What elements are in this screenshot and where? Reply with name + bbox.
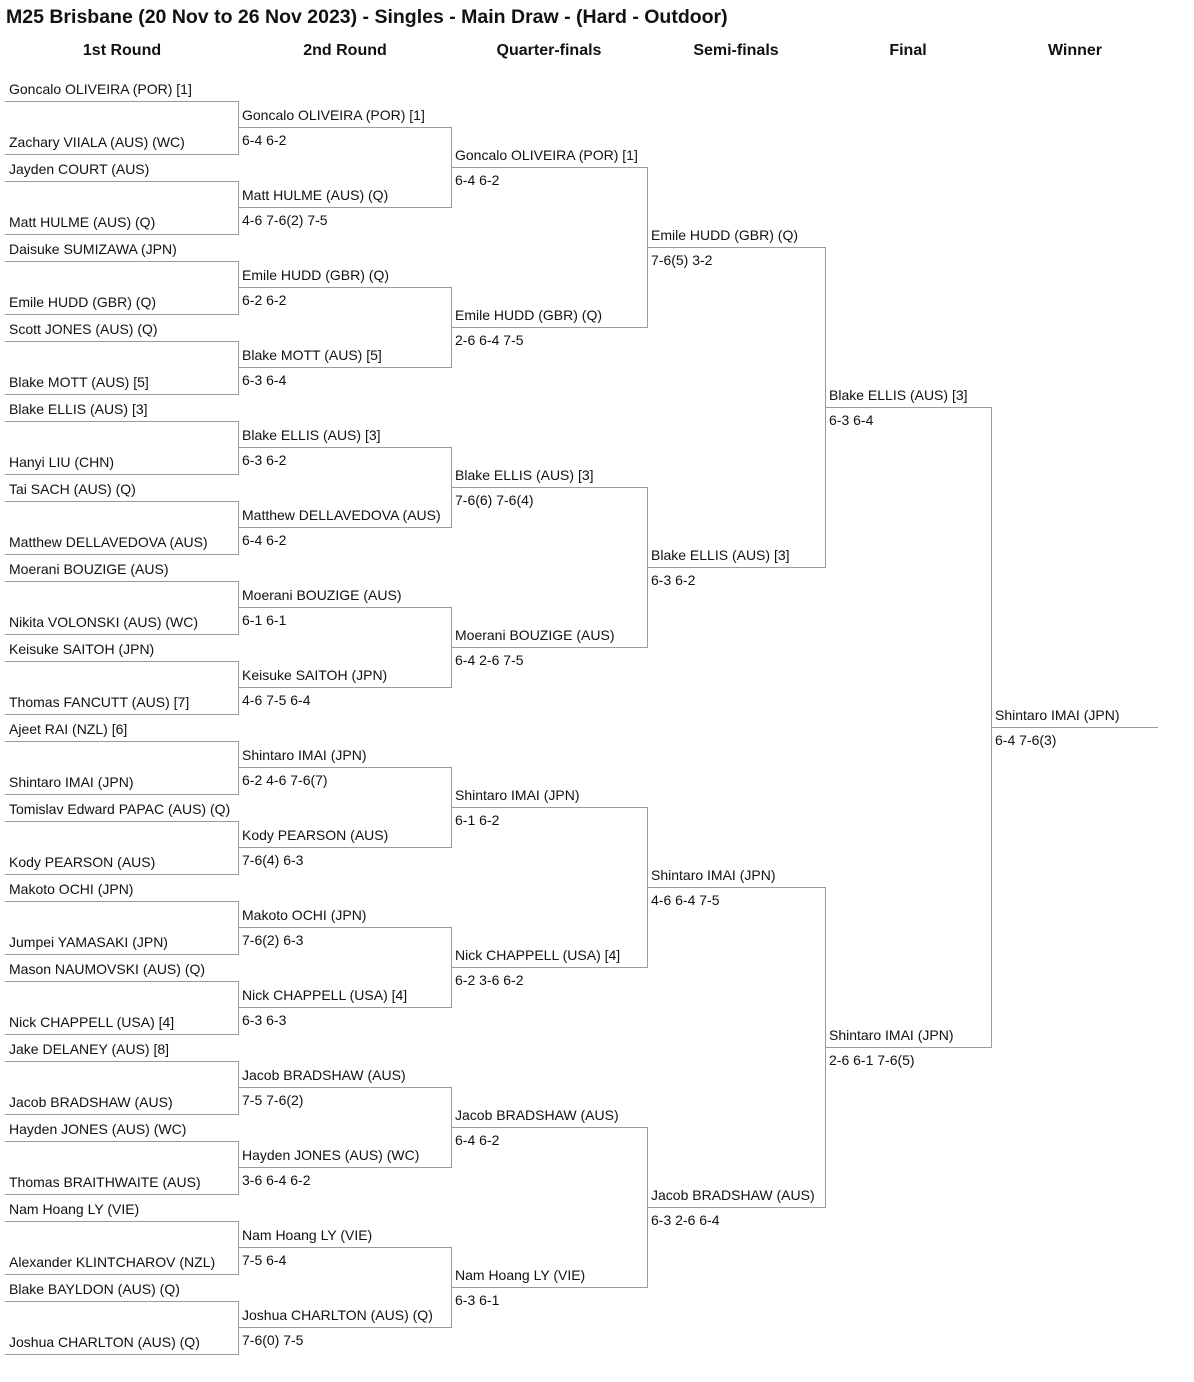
player-name: Jake DELANEY (AUS) [8] xyxy=(9,1041,170,1057)
player-name: Emile HUDD (GBR) (Q) xyxy=(455,307,602,323)
bracket-connector xyxy=(238,661,239,715)
player-name: Hanyi LIU (CHN) xyxy=(9,454,115,470)
player-name: Shintaro IMAI (JPN) xyxy=(9,774,134,790)
player-name: Goncalo OLIVEIRA (POR) [1] xyxy=(9,81,192,97)
bracket-line xyxy=(238,767,451,768)
bracket-line xyxy=(451,967,647,968)
bracket-line xyxy=(451,1287,647,1288)
player-name: Alexander KLINTCHAROV (NZL) xyxy=(9,1254,216,1270)
bracket-line xyxy=(238,1087,451,1088)
bracket-line xyxy=(5,874,238,875)
player-name: Hayden JONES (AUS) (WC) xyxy=(242,1147,420,1163)
player-name: Jumpei YAMASAKI (JPN) xyxy=(9,934,168,950)
player-name: Makoto OCHI (JPN) xyxy=(9,881,134,897)
player-name: Shintaro IMAI (JPN) xyxy=(455,787,580,803)
match-score: 6-3 6-4 xyxy=(829,412,874,428)
bracket-line xyxy=(238,1247,451,1248)
player-name: Shintaro IMAI (JPN) xyxy=(242,747,367,763)
round-header-5: Final xyxy=(889,42,927,59)
bracket-connector xyxy=(238,821,239,875)
bracket-line xyxy=(451,487,647,488)
bracket-line xyxy=(647,567,825,568)
match-score: 6-4 2-6 7-5 xyxy=(455,652,524,668)
player-name: Thomas BRAITHWAITE (AUS) xyxy=(9,1174,201,1190)
match-score: 4-6 7-6(2) 7-5 xyxy=(242,212,328,228)
player-name: Ajeet RAI (NZL) [6] xyxy=(9,721,128,737)
bracket-connector xyxy=(238,1301,239,1355)
player-name: Nam Hoang LY (VIE) xyxy=(242,1227,373,1243)
player-name: Kody PEARSON (AUS) xyxy=(242,827,389,843)
bracket-connector xyxy=(238,581,239,635)
bracket-line xyxy=(238,1327,451,1328)
bracket-line xyxy=(5,1221,238,1222)
player-name: Nikita VOLONSKI (AUS) (WC) xyxy=(9,614,199,630)
player-name: Zachary VIIALA (AUS) (WC) xyxy=(9,134,185,150)
bracket-line xyxy=(5,981,238,982)
bracket-line xyxy=(5,954,238,955)
player-name: Nick CHAPPELL (USA) [4] xyxy=(9,1014,175,1030)
player-name: Blake MOTT (AUS) [5] xyxy=(242,347,382,363)
bracket-line xyxy=(991,727,1158,728)
bracket-connector xyxy=(238,1141,239,1195)
player-name: Moerani BOUZIGE (AUS) xyxy=(455,627,615,643)
bracket-line xyxy=(5,101,238,102)
bracket-connector xyxy=(238,341,239,395)
match-score: 6-4 6-2 xyxy=(455,172,500,188)
bracket-line xyxy=(825,407,991,408)
bracket-line xyxy=(5,1194,238,1195)
bracket-line xyxy=(5,1061,238,1062)
match-score: 6-3 2-6 6-4 xyxy=(651,1212,720,1228)
bracket-line xyxy=(451,327,647,328)
bracket-line xyxy=(825,1047,991,1048)
bracket-line xyxy=(5,234,238,235)
match-score: 3-6 6-4 6-2 xyxy=(242,1172,311,1188)
bracket-line xyxy=(238,1167,451,1168)
player-name: Jacob BRADSHAW (AUS) xyxy=(242,1067,406,1083)
player-name: Shintaro IMAI (JPN) xyxy=(829,1027,954,1043)
player-name: Goncalo OLIVEIRA (POR) [1] xyxy=(455,147,638,163)
match-score: 6-2 4-6 7-6(7) xyxy=(242,772,328,788)
player-name: Keisuke SAITOH (JPN) xyxy=(242,667,388,683)
match-score: 7-6(5) 3-2 xyxy=(651,252,713,268)
player-name: Blake MOTT (AUS) [5] xyxy=(9,374,149,390)
match-score: 6-2 3-6 6-2 xyxy=(455,972,524,988)
match-score: 6-3 6-4 xyxy=(242,372,287,388)
bracket-line xyxy=(238,847,451,848)
bracket-line xyxy=(5,394,238,395)
bracket-line xyxy=(238,127,451,128)
match-score: 7-6(0) 7-5 xyxy=(242,1332,304,1348)
match-score: 6-3 6-1 xyxy=(455,1292,500,1308)
bracket-line xyxy=(238,527,451,528)
player-name: Mason NAUMOVSKI (AUS) (Q) xyxy=(9,961,206,977)
bracket-line xyxy=(451,167,647,168)
player-name: Scott JONES (AUS) (Q) xyxy=(9,321,158,337)
player-name: Nam Hoang LY (VIE) xyxy=(455,1267,586,1283)
player-name: Nick CHAPPELL (USA) [4] xyxy=(455,947,621,963)
player-name: Blake ELLIS (AUS) [3] xyxy=(9,401,148,417)
bracket-connector xyxy=(238,741,239,795)
bracket-line xyxy=(238,367,451,368)
bracket-line xyxy=(5,314,238,315)
player-name: Emile HUDD (GBR) (Q) xyxy=(651,227,798,243)
round-header-6: Winner xyxy=(1047,42,1103,59)
bracket-line xyxy=(5,154,238,155)
bracket-line xyxy=(451,1127,647,1128)
match-score: 6-3 6-2 xyxy=(242,452,287,468)
match-score: 6-1 6-2 xyxy=(455,812,500,828)
player-name: Joshua CHARLTON (AUS) (Q) xyxy=(9,1334,200,1350)
round-header-1: 1st Round xyxy=(82,42,162,59)
match-score: 7-5 7-6(2) xyxy=(242,1092,304,1108)
bracket-line xyxy=(5,1114,238,1115)
player-name: Thomas FANCUTT (AUS) [7] xyxy=(9,694,190,710)
player-name: Jacob BRADSHAW (AUS) xyxy=(651,1187,815,1203)
bracket-line xyxy=(5,1141,238,1142)
bracket-line xyxy=(5,634,238,635)
match-score: 6-3 6-3 xyxy=(242,1012,287,1028)
player-name: Blake ELLIS (AUS) [3] xyxy=(651,547,790,563)
match-score: 4-6 6-4 7-5 xyxy=(651,892,720,908)
bracket-connector xyxy=(238,181,239,235)
page-title: M25 Brisbane (20 Nov to 26 Nov 2023) - Singles - Main Draw - (Hard - Outdoor) xyxy=(6,6,728,28)
bracket-line xyxy=(238,927,451,928)
player-name: Emile HUDD (GBR) (Q) xyxy=(242,267,389,283)
match-score: 7-6(4) 6-3 xyxy=(242,852,304,868)
match-score: 2-6 6-1 7-6(5) xyxy=(829,1052,915,1068)
player-name: Matt HULME (AUS) (Q) xyxy=(9,214,156,230)
bracket-connector xyxy=(238,1061,239,1115)
player-name: Makoto OCHI (JPN) xyxy=(242,907,367,923)
bracket-line xyxy=(5,581,238,582)
match-score: 7-5 6-4 xyxy=(242,1252,287,1268)
player-name: Nick CHAPPELL (USA) [4] xyxy=(242,987,408,1003)
bracket-line xyxy=(238,447,451,448)
player-name: Matthew DELLAVEDOVA (AUS) xyxy=(9,534,208,550)
bracket-connector xyxy=(238,101,239,155)
player-name: Hayden JONES (AUS) (WC) xyxy=(9,1121,187,1137)
player-name: Emile HUDD (GBR) (Q) xyxy=(9,294,156,310)
match-score: 6-2 6-2 xyxy=(242,292,287,308)
bracket-line xyxy=(5,1354,238,1355)
player-name: Blake ELLIS (AUS) [3] xyxy=(829,387,968,403)
bracket-line xyxy=(5,501,238,502)
player-name: Moerani BOUZIGE (AUS) xyxy=(242,587,402,603)
bracket-line xyxy=(647,1207,825,1208)
bracket-connector xyxy=(238,981,239,1035)
bracket-line xyxy=(5,341,238,342)
player-name: Goncalo OLIVEIRA (POR) [1] xyxy=(242,107,425,123)
match-score: 6-4 6-2 xyxy=(242,132,287,148)
match-score: 6-4 7-6(3) xyxy=(995,732,1057,748)
bracket-line xyxy=(238,687,451,688)
bracket-line xyxy=(5,554,238,555)
bracket-line xyxy=(5,1274,238,1275)
bracket-line xyxy=(451,647,647,648)
player-name: Moerani BOUZIGE (AUS) xyxy=(9,561,169,577)
bracket-line xyxy=(5,1034,238,1035)
player-name: Daisuke SUMIZAWA (JPN) xyxy=(9,241,177,257)
player-name: Joshua CHARLTON (AUS) (Q) xyxy=(242,1307,433,1323)
round-header-2: 2nd Round xyxy=(303,42,387,59)
match-score: 4-6 7-5 6-4 xyxy=(242,692,311,708)
bracket-line xyxy=(238,1007,451,1008)
match-score: 7-6(6) 7-6(4) xyxy=(455,492,534,508)
round-header-3: Quarter-finals xyxy=(496,42,602,59)
player-name: Blake ELLIS (AUS) [3] xyxy=(455,467,594,483)
match-score: 7-6(2) 6-3 xyxy=(242,932,304,948)
round-header-4: Semi-finals xyxy=(693,42,779,59)
bracket-line xyxy=(5,901,238,902)
bracket-line xyxy=(647,887,825,888)
player-name: Jacob BRADSHAW (AUS) xyxy=(9,1094,173,1110)
player-name: Jacob BRADSHAW (AUS) xyxy=(455,1107,619,1123)
bracket-connector xyxy=(238,501,239,555)
bracket-line xyxy=(5,421,238,422)
bracket-line xyxy=(5,474,238,475)
bracket-connector xyxy=(238,901,239,955)
player-name: Nam Hoang LY (VIE) xyxy=(9,1201,140,1217)
player-name: Matt HULME (AUS) (Q) xyxy=(242,187,389,203)
bracket-connector xyxy=(238,1221,239,1275)
player-name: Matthew DELLAVEDOVA (AUS) xyxy=(242,507,441,523)
match-score: 2-6 6-4 7-5 xyxy=(455,332,524,348)
bracket-line xyxy=(5,1301,238,1302)
player-name: Blake BAYLDON (AUS) (Q) xyxy=(9,1281,180,1297)
player-name: Kody PEARSON (AUS) xyxy=(9,854,156,870)
player-name: Jayden COURT (AUS) xyxy=(9,161,150,177)
player-name: Shintaro IMAI (JPN) xyxy=(651,867,776,883)
player-name: Keisuke SAITOH (JPN) xyxy=(9,641,155,657)
player-name: Tai SACH (AUS) (Q) xyxy=(9,481,136,497)
match-score: 6-1 6-1 xyxy=(242,612,287,628)
bracket-line xyxy=(5,261,238,262)
bracket-line xyxy=(238,207,451,208)
match-score: 6-4 6-2 xyxy=(455,1132,500,1148)
player-name: Tomislav Edward PAPAC (AUS) (Q) xyxy=(9,801,231,817)
bracket-line xyxy=(5,741,238,742)
player-name: Blake ELLIS (AUS) [3] xyxy=(242,427,381,443)
bracket-line xyxy=(5,661,238,662)
bracket-line xyxy=(5,821,238,822)
player-name: Shintaro IMAI (JPN) xyxy=(995,707,1120,723)
bracket-line xyxy=(647,247,825,248)
bracket-line xyxy=(451,807,647,808)
bracket-connector xyxy=(238,421,239,475)
bracket-line xyxy=(5,794,238,795)
bracket-line xyxy=(238,287,451,288)
match-score: 6-3 6-2 xyxy=(651,572,696,588)
match-score: 6-4 6-2 xyxy=(242,532,287,548)
bracket-line xyxy=(5,714,238,715)
bracket-connector xyxy=(238,261,239,315)
bracket-line xyxy=(238,607,451,608)
bracket-line xyxy=(5,181,238,182)
